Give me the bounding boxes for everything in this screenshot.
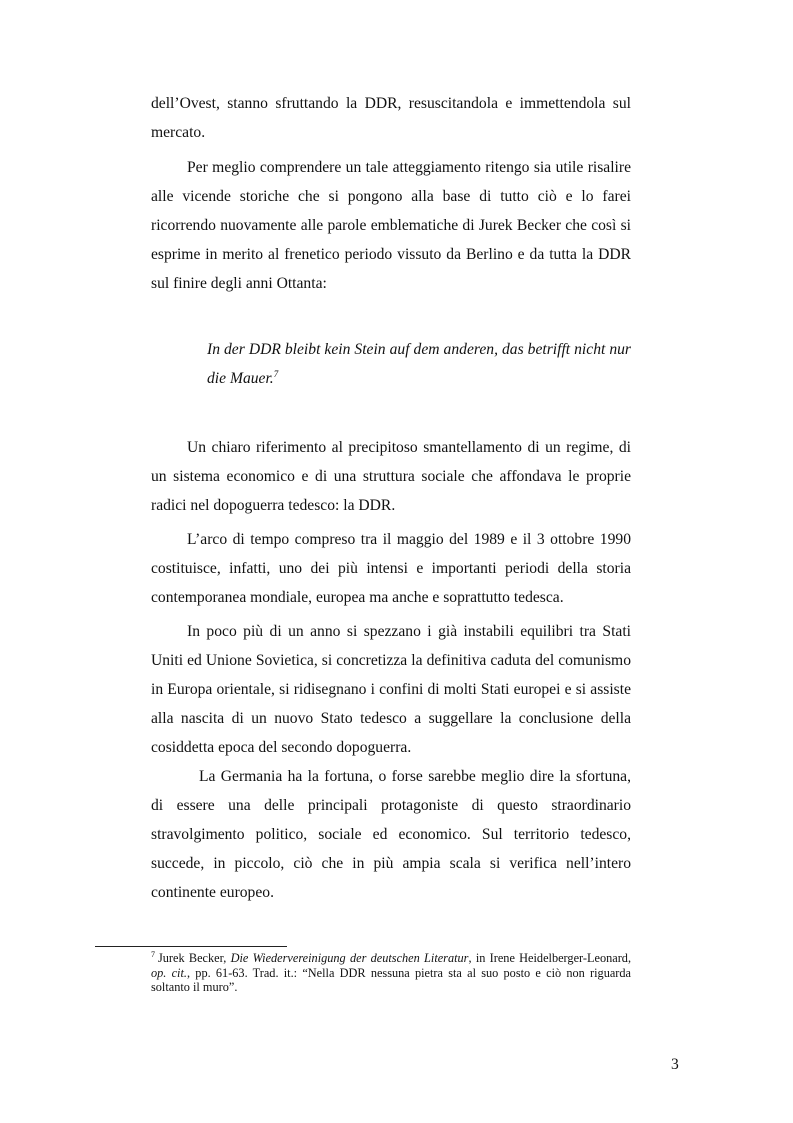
footnote-reference[interactable]: 7 (273, 368, 279, 379)
quote-text: In der DDR bleibt kein Stein auf dem anderen, das betrifft nicht nur die Mauer (207, 341, 631, 387)
paragraph-timespan: L’arco di tempo compreso tra il maggio del 1989 e il 3 ottobre 1990 costituisce, infatti, uno dei più intensi e importanti periodi della storia contemporanea mondiale, europea ma anche e soprattutto tedesca. (151, 531, 631, 606)
footnote-part2: , pp. 61-63. Trad. it.: “Nella DDR nessuna pietra sta al suo posto e ciò non riguarda soltanto il muro”. (151, 965, 632, 994)
paragraph-germany: La Germania ha la fortuna, o forse sarebbe meglio dire la sfortuna, di essere una delle principali protagoniste di questo straordinario stravolgimento politico, sociale ed economico. Sul territorio tedesco, succede, in piccolo, ciò che in più ampia scala si verifica nell’intero continente europeo. (151, 768, 631, 901)
paragraph-reference: Un chiaro riferimento al precipitoso smantellamento di un regime, di un sistema economico e di una struttura sociale che affondava le proprie radici nel dopoguerra tedesco: la DDR. (151, 439, 631, 514)
quote-end: . (269, 370, 274, 387)
footnote-opcit: op. cit. (151, 965, 187, 980)
footnote-title: Die Wiedervereinigung der deutschen Literatur (230, 951, 469, 965)
footnote-number: 7 (151, 949, 155, 959)
paragraph-context: Per meglio comprendere un tale atteggiamento ritengo sia utile risalire alle vicende storiche che si pongono alla base di tutto ciò e lo farei ricorrendo nuovamente alle parole emblematiche di Jurek Becker che così si esprime in merito al frenetico periodo vissuto da Berlino e da tutta la DDR sul finire degli anni Ottanta: (151, 159, 631, 292)
footnote-divider (95, 946, 287, 947)
block-quote (207, 335, 631, 393)
paragraph-continuation: dell’Ovest, stanno sfruttando la DDR, resuscitandola e immettendola sul mercato. (151, 95, 631, 141)
page-number: 3 (671, 1056, 679, 1073)
footnote-part1: , in Irene Heidelberger-Leonard, (468, 951, 632, 965)
footnote (151, 951, 631, 995)
paragraph-events: In poco più di un anno si spezzano i già instabili equilibri tra Stati Uniti ed Unione Sovietica, si concretizza la definitiva caduta del comunismo in Europa orientale, si ridisegnano i confini di molti Stati europei e si assiste alla nascita di un nuovo Stato tedesco a suggellare la conclusione della cosiddetta epoca del secondo dopoguerra. (151, 623, 631, 756)
footnote-author: Jurek Becker, (158, 951, 231, 965)
